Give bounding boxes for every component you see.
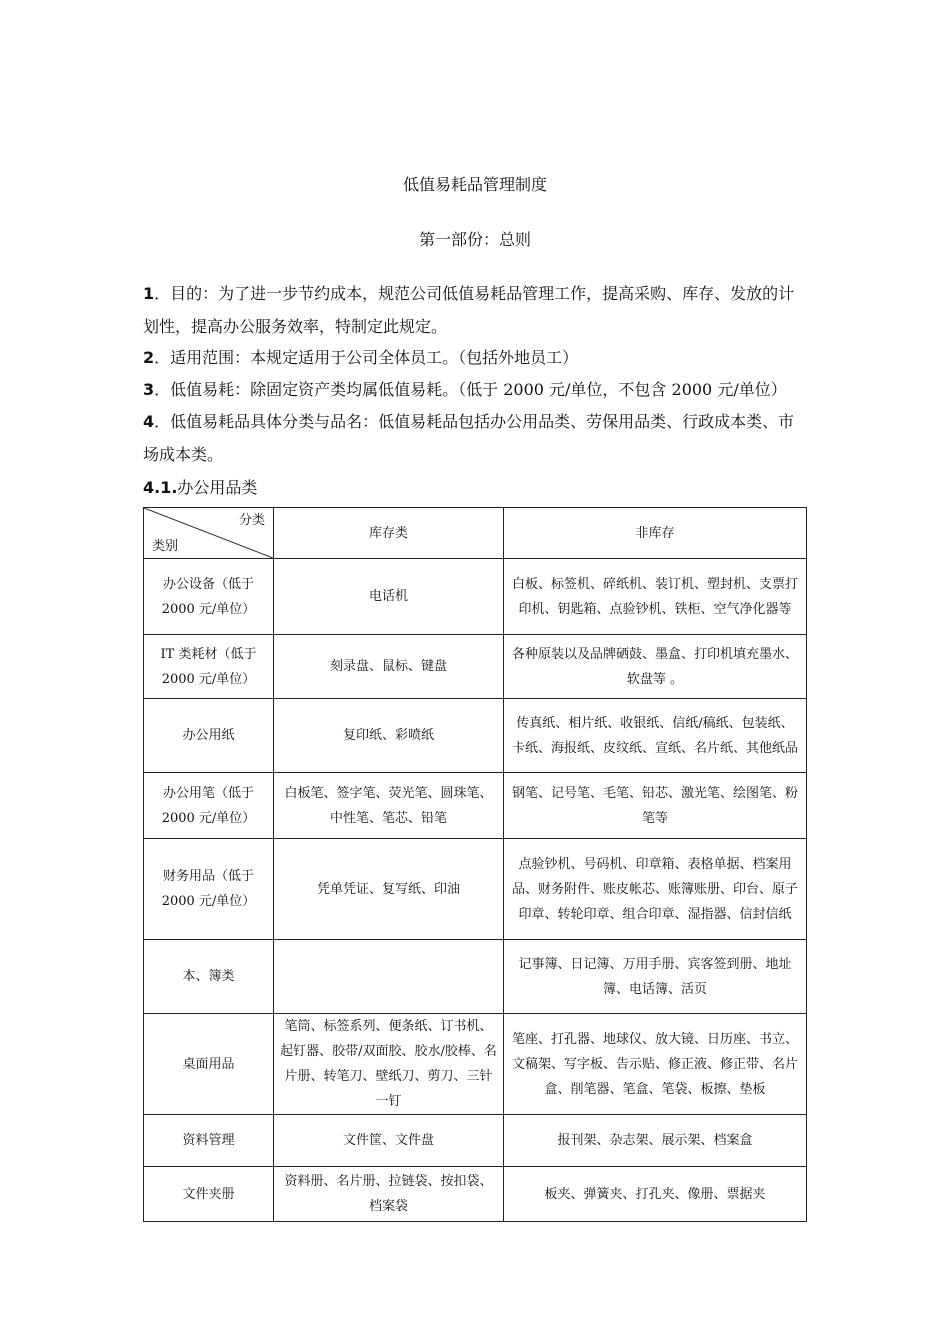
paragraph-4 — [143, 405, 807, 471]
office-supplies-table — [143, 507, 807, 1222]
document-title: 低值易耗品管理制度 — [402, 175, 547, 194]
category-cell: 资料管理 — [144, 1115, 274, 1167]
nonstock-cell: 点验钞机、号码机、印章箱、表格单据、档案用品、财务附件、账皮帐芯、账簿账册、印台、原子印章、转轮印章、组合印章、湿指器、信封信纸 — [504, 839, 807, 940]
paragraph-number: 3 — [143, 380, 155, 399]
paragraph-3 — [143, 373, 807, 406]
paragraph-number: 2 — [143, 348, 155, 367]
paragraph-2 — [143, 341, 807, 374]
stock-cell: 白板笔、签字笔、荧光笔、圆珠笔、中性笔、笔芯、铅笔 — [274, 773, 504, 839]
stock-cell: 笔筒、标签系列、便条纸、订书机、起钉器、胶带/双面胶、胶水/胶棒、名片册、转笔刀、壁纸刀、剪刀、三针一钉 — [274, 1014, 504, 1115]
corner-bottom-label: 类别 — [152, 539, 179, 554]
stock-cell: 文件筐、文件盘 — [274, 1115, 504, 1167]
nonstock-cell: 钢笔、记号笔、毛笔、铅芯、激光笔、绘图笔、粉笔等 — [504, 773, 807, 839]
stock-cell: 刻录盘、鼠标、键盘 — [274, 635, 504, 699]
table-row — [144, 635, 807, 699]
paragraph-text: ．适用范围：本规定适用于公司全体员工。（包括外地员工） — [154, 348, 579, 367]
header-stock: 库存类 — [274, 508, 504, 559]
corner-header-cell — [144, 508, 274, 559]
paragraph-text: ．低值易耗：除固定资产类均属低值易耗。（低于 2000 元/单位，不包含 2000 元/单位） — [154, 380, 787, 399]
nonstock-cell: 记事簿、日记簿、万用手册、宾客签到册、地址簿、电话簿、活页 — [504, 940, 807, 1014]
header-nonstock: 非库存 — [504, 508, 807, 559]
category-cell: 办公用笔（低于2000 元/单位） — [144, 773, 274, 839]
table-row — [144, 699, 807, 773]
paragraph-number: 4 — [143, 412, 155, 431]
paragraph-1 — [143, 277, 807, 343]
category-cell: 桌面用品 — [144, 1014, 274, 1115]
nonstock-cell: 白板、标签机、碎纸机、装订机、塑封机、支票打印机、钥匙箱、点验钞机、铁柜、空气净化器等 — [504, 559, 807, 635]
paragraph-number: 1 — [143, 284, 155, 303]
category-cell: 财务用品（低于2000 元/单位） — [144, 839, 274, 940]
category-cell: IT 类耗材（低于2000 元/单位） — [144, 635, 274, 699]
table-header-row — [144, 508, 807, 559]
section-heading — [143, 474, 257, 502]
nonstock-cell: 各种原装以及品牌硒鼓、墨盒、打印机填充墨水、软盘等 。 — [504, 635, 807, 699]
table-row — [144, 839, 807, 940]
stock-cell — [274, 940, 504, 1014]
paragraph-text: ．目的：为了进一步节约成本，规范公司低值易耗品管理工作，提高采购、库存、发放的计划性，提高办公服务效率，特制定此规定。 — [143, 284, 795, 336]
nonstock-cell: 笔座、打孔器、地球仪、放大镜、日历座、书立、文稿架、写字板、告示贴、修正液、修正带、名片盒、削笔器、笔盒、笔袋、板擦、垫板 — [504, 1014, 807, 1115]
table-row — [144, 1014, 807, 1115]
category-cell: 文件夹册 — [144, 1167, 274, 1222]
stock-cell: 电话机 — [274, 559, 504, 635]
corner-top-label: 分类 — [238, 513, 265, 528]
table-row — [144, 559, 807, 635]
table-row — [144, 940, 807, 1014]
category-cell: 办公设备（低于2000 元/单位） — [144, 559, 274, 635]
section-number: 4.1. — [143, 478, 178, 497]
table-row — [144, 1115, 807, 1167]
stock-cell: 复印纸、彩喷纸 — [274, 699, 504, 773]
section-title: 办公用品类 — [177, 478, 258, 497]
part-title: 第一部份：总则 — [418, 230, 531, 249]
stock-cell: 资料册、名片册、拉链袋、按扣袋、档案袋 — [274, 1167, 504, 1222]
stock-cell: 凭单凭证、复写纸、印油 — [274, 839, 504, 940]
category-cell: 办公用纸 — [144, 699, 274, 773]
nonstock-cell: 板夹、弹簧夹、打孔夹、像册、票据夹 — [504, 1167, 807, 1222]
table-row — [144, 773, 807, 839]
nonstock-cell: 传真纸、相片纸、收银纸、信纸/稿纸、包装纸、卡纸、海报纸、皮纹纸、宣纸、名片纸、其他纸品 — [504, 699, 807, 773]
nonstock-cell: 报刊架、杂志架、展示架、档案盒 — [504, 1115, 807, 1167]
table-row — [144, 1167, 807, 1222]
category-cell: 本、簿类 — [144, 940, 274, 1014]
paragraph-text: ．低值易耗品具体分类与品名：低值易耗品包括办公用品类、劳保用品类、行政成本类、市场成本类。 — [143, 412, 795, 464]
